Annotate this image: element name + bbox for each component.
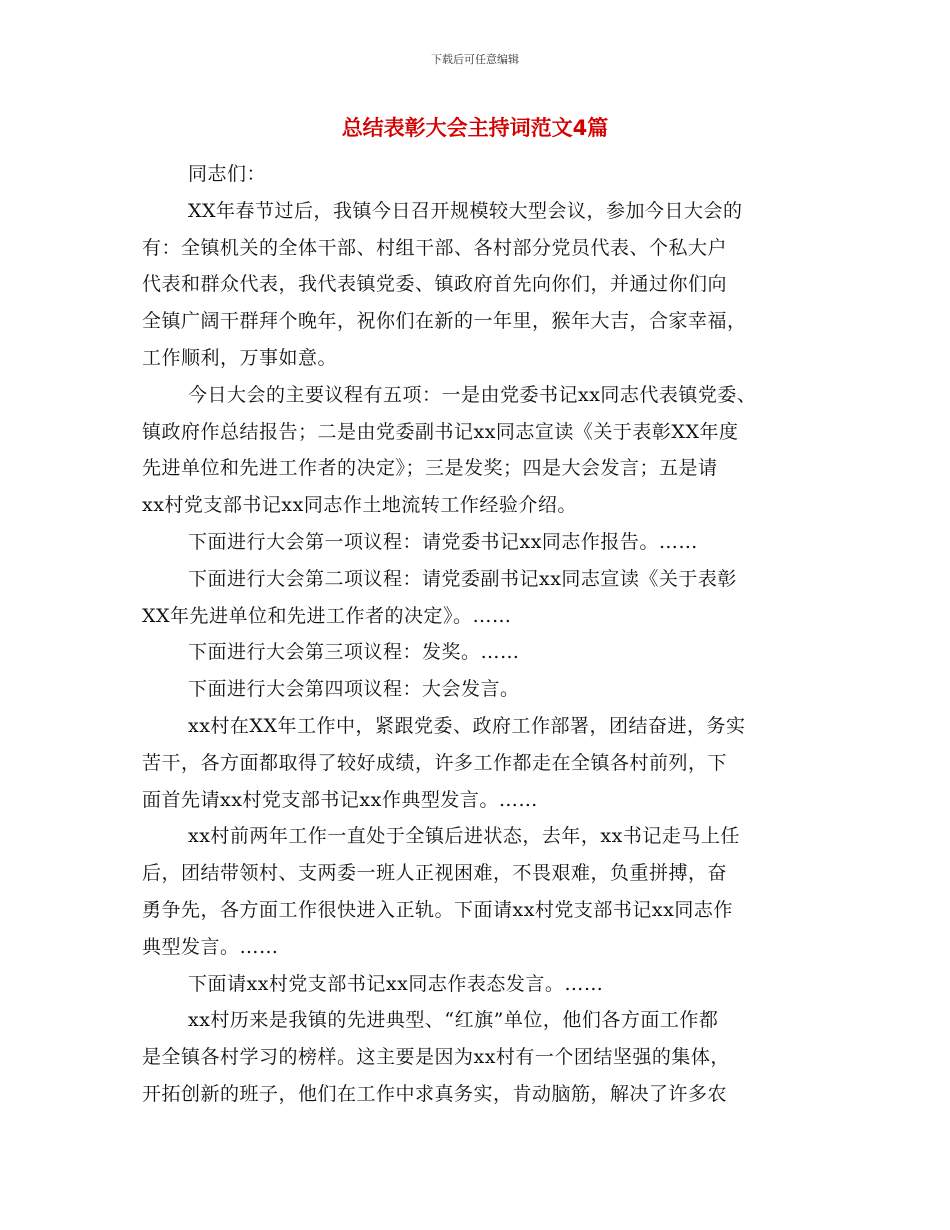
text-line: 代表和群众代表，我代表镇党委、镇政府首先向你们，并通过你们向	[142, 273, 728, 296]
text-line: 下面进行大会第四项议程：大会发言。	[188, 678, 520, 701]
text-line: 苦干，各方面都取得了较好成绩，许多工作都走在全镇各村前列，下	[142, 751, 728, 774]
text-line: xx村在XX年工作中，紧跟党委、政府工作部署，团结奋进，务实	[188, 714, 746, 737]
text-line: 是全镇各村学习的榜样。这主要是因为xx村有一个团结坚强的集体，	[142, 1046, 730, 1069]
document-title: 总结表彰大会主持词范文4篇	[341, 116, 609, 140]
text-line: 镇政府作总结报告；二是由党委副书记xx同志宣读《关于表彰XX年度	[142, 420, 739, 443]
text-line: 先进单位和先进工作者的决定》；三是发奖；四是大会发言；五是请	[142, 457, 718, 480]
text-line: xx村前两年工作一直处于全镇后进状态，去年，xx书记走马上任	[188, 825, 740, 848]
text-line: xx村党支部书记xx同志作土地流转工作经验介绍。	[142, 494, 577, 517]
text-line: 后，团结带领村、支两委一班人正视困难，不畏艰难，负重拼搏，奋	[142, 862, 728, 885]
text-line: 典型发言。……	[142, 935, 279, 958]
document-body	[142, 156, 818, 1113]
text-line: 全镇广阔干群拜个晚年，祝你们在新的一年里，猴年大吉，合家幸福，	[142, 310, 747, 333]
text-line: XX年先进单位和先进工作者的决定》。……	[142, 604, 512, 627]
text-line: 工作顺利，万事如意。	[142, 346, 338, 369]
text-line: 开拓创新的班子，他们在工作中求真务实，肯动脑筋，解决了许多农	[142, 1082, 728, 1105]
text-line: xx村历来是我镇的先进典型、“红旗”单位，他们各方面工作都	[188, 1009, 719, 1032]
text-line: 下面进行大会第一项议程：请党委书记xx同志作报告。……	[188, 530, 698, 553]
text-line: XX年春节过后，我镇今日召开规模较大型会议，参加今日大会的	[188, 199, 743, 222]
text-line: 面首先请xx村党支部书记xx作典型发言。……	[142, 788, 538, 811]
text-line: 同志们：	[188, 163, 267, 185]
page-header-note: 下载后可任意编辑	[431, 53, 519, 66]
text-line: 有：全镇机关的全体干部、村组干部、各村部分党员代表、个私大户	[142, 236, 728, 259]
text-line: 下面请xx村党支部书记xx同志作表态发言。……	[188, 972, 604, 995]
text-line: 下面进行大会第二项议程：请党委副书记xx同志宣读《关于表彰	[188, 567, 737, 590]
text-line: 下面进行大会第三项议程：发奖。……	[188, 641, 520, 664]
text-line: 今日大会的主要议程有五项：一是由党委书记xx同志代表镇党委、	[188, 383, 757, 406]
text-line: 勇争先，各方面工作很快进入正轨。下面请xx村党支部书记xx同志作	[142, 898, 733, 921]
